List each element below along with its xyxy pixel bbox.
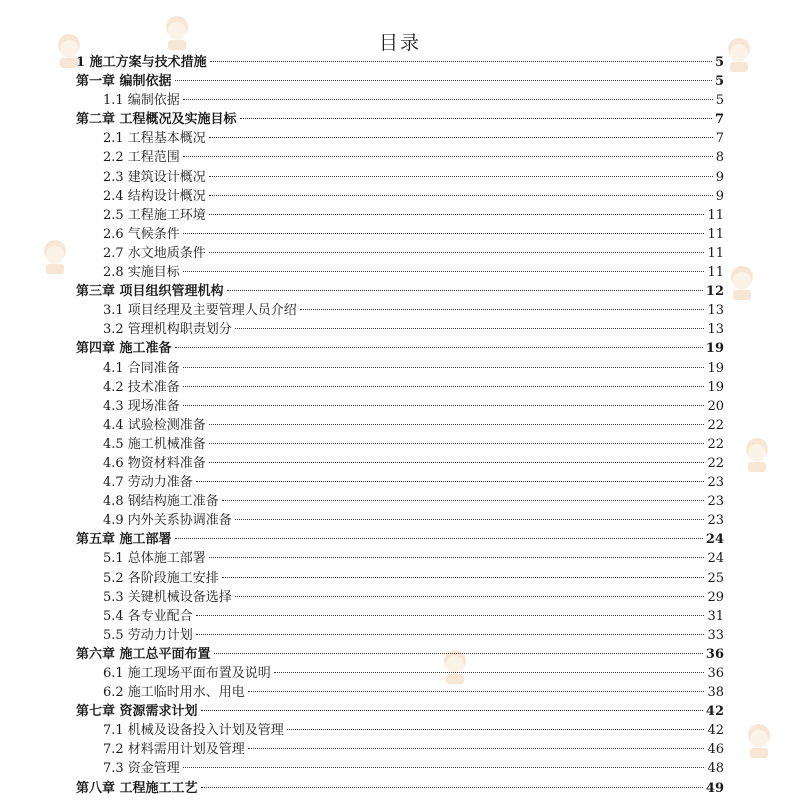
toc-entry-label: 2.5 工程施工环境 [103,207,206,223]
dot-leader [183,386,705,387]
dot-leader [175,347,703,348]
toc-entry-label: 2.7 水文地质条件 [103,245,206,261]
toc-entry-label: 2.4 结构设计概况 [103,188,206,204]
dot-leader [183,405,705,406]
dot-leader [227,290,703,291]
toc-entry-label: 1.1 编制依据 [103,93,180,109]
dot-leader [183,367,705,368]
toc-section-entry[interactable] [76,435,724,454]
toc-page-number: 24 [707,551,724,567]
toc-page-number: 20 [707,398,724,414]
dot-leader [196,481,705,482]
toc-section-entry[interactable] [76,664,724,683]
toc-entry-label: 第三章 项目组织管理机构 [76,284,224,300]
toc-entry-label: 2.6 气候条件 [103,226,180,242]
dot-leader [222,500,705,501]
toc-page-number: 29 [707,589,724,605]
dot-leader [183,233,705,234]
toc-entry-label: 5.5 劳动力计划 [103,627,193,643]
toc-entry-label: 2.8 实施目标 [103,265,180,281]
toc-section-entry[interactable] [76,416,724,435]
toc-page-number: 11 [707,245,724,261]
toc-section-entry[interactable] [76,148,724,167]
watermark-mascot-icon [725,262,759,302]
toc-section-entry[interactable] [76,225,724,244]
dot-leader [175,538,703,539]
toc-entry-label: 5.3 关键机械设备选择 [103,589,232,605]
dot-leader [183,271,705,272]
toc-section-entry[interactable] [76,492,724,511]
toc-section-entry[interactable] [76,263,724,282]
toc-entry-label: 4.7 劳动力准备 [103,475,193,491]
toc-entry-label: 2.1 工程基本概况 [103,131,206,147]
toc-entry-label: 4.4 试验检测准备 [103,417,206,433]
dot-leader [248,691,705,692]
toc-page-number: 22 [707,436,724,452]
dot-leader [183,156,713,157]
toc-chapter-entry[interactable] [76,53,724,72]
dot-leader [274,672,705,673]
toc-page-number: 7 [715,131,724,147]
toc-section-entry[interactable] [76,721,724,740]
toc-section-entry[interactable] [76,626,724,645]
toc-chapter-entry[interactable] [76,530,724,549]
dot-leader [235,596,705,597]
toc-page-number: 5 [714,55,724,70]
toc-page-number: 19 [707,379,724,395]
toc-page-number: 19 [707,360,724,376]
dot-leader [183,767,705,768]
watermark-mascot-icon [38,236,72,276]
toc-entry-label: 第六章 施工总平面布置 [76,646,211,662]
dot-leader [240,118,712,119]
toc-entry-label: 4.9 内外关系协调准备 [103,513,232,529]
toc-entry-label: 第四章 施工准备 [76,341,172,357]
toc-section-entry[interactable] [76,301,724,320]
toc-section-entry[interactable] [76,168,724,187]
toc-page-number: 38 [707,685,724,701]
toc-page-number: 13 [707,322,724,338]
toc-entry-label: 4.3 现场准备 [103,398,180,414]
toc-page-number: 48 [707,761,724,777]
toc-entry-label: 7.3 资金管理 [103,761,180,777]
dot-leader [248,748,705,749]
toc-entry-label: 7.1 机械及设备投入计划及管理 [103,723,284,739]
toc-page-number: 11 [707,207,724,223]
toc-section-entry[interactable] [76,320,724,339]
toc-entry-label: 7.2 材料需用计划及管理 [103,742,245,758]
toc-section-entry[interactable] [76,206,724,225]
toc-page-number: 19 [705,341,724,357]
toc-entry-label: 4.1 合同准备 [103,360,180,376]
toc-entry-label: 2.3 建筑设计概况 [103,169,206,185]
toc-section-entry[interactable] [76,569,724,588]
toc-entry-label: 5.2 各阶段施工安排 [103,570,219,586]
toc-section-entry[interactable] [76,244,724,263]
toc-page-number: 49 [705,780,724,796]
dot-leader [209,462,705,463]
toc-page-number: 22 [707,455,724,471]
toc-page-number: 36 [705,646,724,662]
toc-chapter-entry[interactable] [76,779,724,798]
toc-page-number: 36 [707,666,724,681]
toc-entry-label: 6.2 施工临时用水、用电 [103,685,245,701]
dot-leader [210,61,712,62]
toc-entry-label: 第一章 编制依据 [76,74,172,90]
dot-leader [214,653,703,654]
toc-page-number: 9 [715,169,724,185]
toc-chapter-entry[interactable] [76,282,724,301]
toc-entry-label: 第二章 工程概况及实施目标 [76,112,237,128]
toc-entry-label: 4.8 钢结构施工准备 [103,494,219,510]
toc-page-number: 42 [707,723,724,739]
toc-entry-label: 4.6 物资材料准备 [103,455,206,471]
toc-section-entry[interactable] [76,129,724,148]
toc-section-entry[interactable] [76,473,724,492]
toc-page-number: 23 [707,475,724,491]
toc-entry-label: 2.2 工程范围 [103,150,180,166]
toc-entry-label: 第八章 工程施工工艺 [76,780,198,796]
watermark-mascot-icon [740,434,774,474]
toc-page-number: 23 [707,513,724,529]
toc-entry-label: 4.2 技术准备 [103,379,180,395]
toc-page-number: 25 [707,570,724,586]
toc-section-entry[interactable] [76,187,724,206]
watermark-mascot-icon [742,720,776,760]
dot-leader [222,577,705,578]
toc-page-number: 5 [715,93,724,109]
toc-page-number: 22 [707,417,724,433]
dot-leader [183,99,713,100]
dot-leader [209,557,705,558]
page-title: 目录 [378,32,421,54]
toc-section-entry[interactable] [76,397,724,416]
dot-leader [209,424,705,425]
toc-section-entry[interactable] [76,607,724,626]
toc-page-number: 46 [707,742,724,758]
toc-page-number: 8 [715,150,724,166]
toc-entry-label: 3.1 项目经理及主要管理人员介绍 [103,303,297,319]
toc-page-number: 23 [707,494,724,510]
dot-leader [235,328,705,329]
toc-page-number: 24 [705,532,724,548]
dot-leader [235,519,705,520]
dot-leader [196,634,705,635]
toc-section-entry[interactable] [76,91,724,110]
toc-page-number: 9 [715,188,724,204]
toc-page-number: 33 [707,627,724,643]
toc-entry-label: 3.2 管理机构职责划分 [103,322,232,338]
toc-section-entry[interactable] [76,740,724,759]
toc-page-number: 13 [707,303,724,319]
dot-leader [209,252,705,253]
toc-page-number: 31 [707,608,724,624]
dot-leader [196,615,705,616]
toc-entry-label: 5.4 各专业配合 [103,608,193,624]
toc-chapter-entry[interactable] [76,645,724,664]
dot-leader [209,137,713,138]
dot-leader [209,176,713,177]
toc-page-number: 11 [707,265,724,281]
toc-entry-label: 6.1 施工现场平面布置及说明 [103,666,271,681]
toc-section-entry[interactable] [76,759,724,778]
toc-section-entry[interactable] [76,549,724,568]
toc-entry-label: 4.5 施工机械准备 [103,436,206,452]
toc-entry-label: 第五章 施工部署 [76,532,172,548]
table-of-contents [76,53,724,798]
toc-chapter-entry[interactable] [76,339,724,358]
toc-chapter-entry[interactable] [76,110,724,129]
dot-leader [175,80,712,81]
toc-page-number: 42 [705,704,724,720]
dot-leader [201,787,703,788]
toc-section-entry[interactable] [76,454,724,473]
toc-chapter-entry[interactable] [76,702,724,721]
toc-page-number: 7 [714,112,724,128]
toc-entry-label: 5.1 总体施工部署 [103,551,206,567]
dot-leader [209,214,705,215]
toc-section-entry[interactable] [76,683,724,702]
toc-page-number: 11 [707,226,724,242]
dot-leader [209,195,713,196]
toc-section-entry[interactable] [76,378,724,397]
toc-page-number: 5 [714,74,724,90]
toc-entry-label: 1 施工方案与技术措施 [76,55,207,70]
toc-page-number: 12 [705,284,724,300]
dot-leader [201,710,703,711]
toc-entry-label: 第七章 资源需求计划 [76,704,198,720]
toc-section-entry[interactable] [76,511,724,530]
toc-chapter-entry[interactable] [76,72,724,91]
dot-leader [300,309,705,310]
toc-section-entry[interactable] [76,588,724,607]
toc-section-entry[interactable] [76,359,724,378]
dot-leader [287,729,705,730]
dot-leader [209,443,705,444]
